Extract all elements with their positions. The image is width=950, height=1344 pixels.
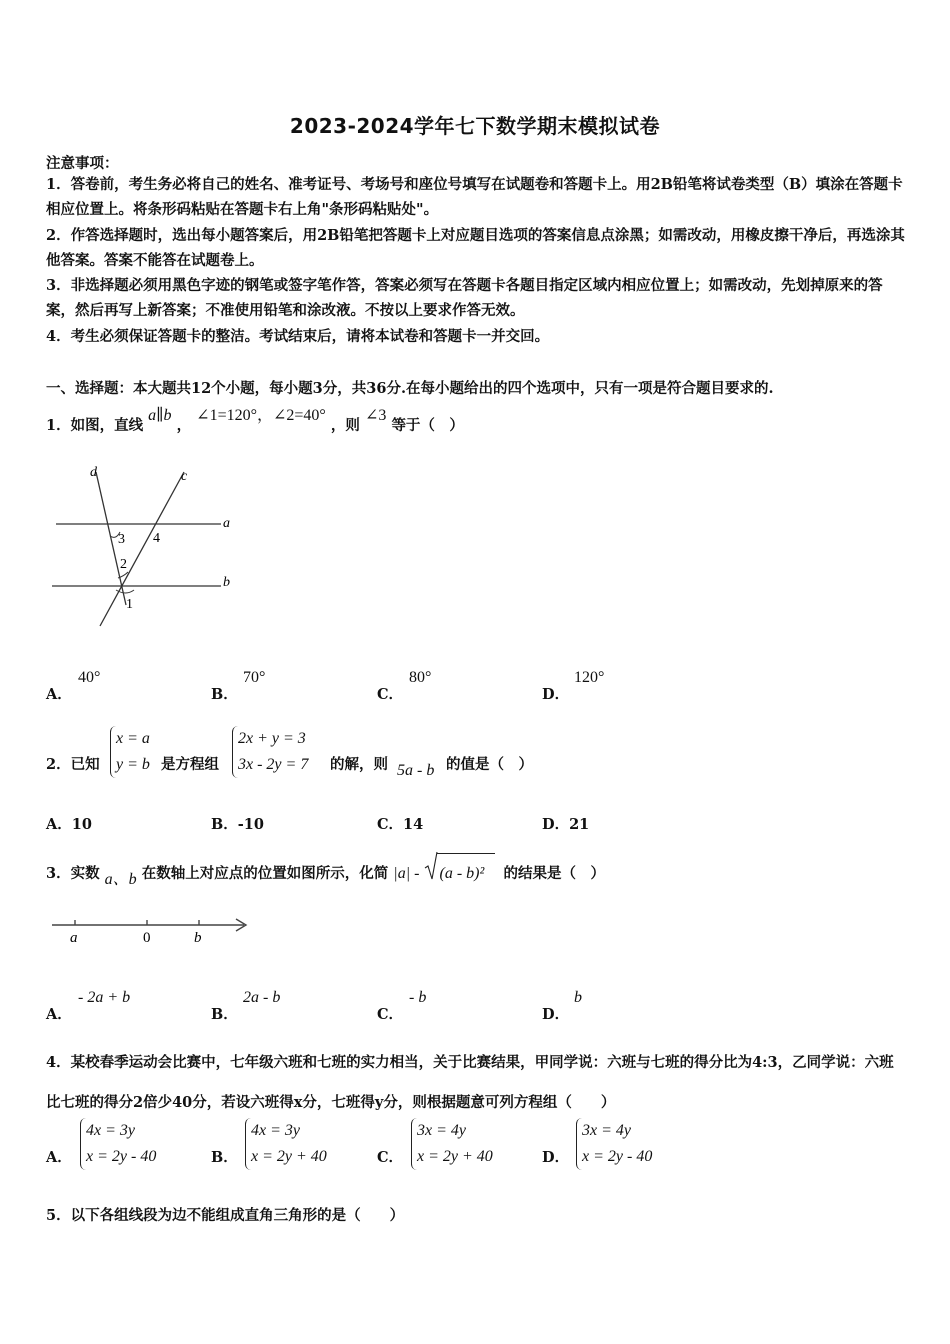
q1-option-a-value: 40°: [78, 669, 101, 686]
question-3: [46, 860, 606, 888]
q1-suffix: 等于（ ）: [391, 417, 464, 434]
label-angle-1: 1: [126, 597, 133, 612]
q3-option-d-value: b: [574, 989, 582, 1006]
q3-mid: 在数轴上对应点的位置如图所示，化简: [141, 865, 389, 882]
page-title: 2023-2024学年七下数学期末模拟试卷: [289, 114, 661, 138]
line-c: [100, 472, 184, 626]
q3-sqrt: [424, 865, 498, 883]
q1-prefix: 1．如图，直线: [46, 417, 144, 434]
q3-expr-root: (a - b)²: [439, 865, 485, 882]
label-b: b: [223, 575, 230, 590]
q2-equation-system: [232, 726, 308, 778]
q1-sep1: ，: [176, 417, 192, 434]
q1-option-d[interactable]: [542, 669, 605, 704]
note-item-2: 2．作答选择题时，选出每小题答案后，用2B铅笔把答题卡上对应题目选项的答案信息点涂黑；如需改动，用橡皮擦干净后，再选涂其他答案。答案不能答在试题卷上。: [46, 227, 905, 269]
q4-a-eq1: 4x = 3y: [86, 1122, 135, 1139]
q3-option-c-label: C．: [377, 1006, 404, 1023]
note-item-1: 1．答卷前，考生务必将自己的姓名、准考证号、考场号和座位号填写在试题卷和答题卡上。用2B铅笔将试卷类型（B）填涂在答题卡相应位置上。将条形码粘贴在答题卡右上角"条形码粘贴处"。: [46, 176, 903, 218]
q2-sys2-eq1: 2x + y = 3: [238, 730, 306, 747]
label-angle-2: 2: [120, 557, 127, 572]
note-item-4: 4．考生必须保证答题卡的整洁。考试结束后，请将本试卷和答题卡一并交回。: [46, 328, 550, 345]
q2-expr: 5a - b: [397, 762, 435, 779]
q3-option-d-label: D．: [542, 1006, 570, 1023]
q1-condition-parallel: a∥b: [148, 407, 172, 424]
q1-condition-angles: ∠1=120°，∠2=40°: [196, 407, 326, 424]
axis-label-b: b: [194, 930, 202, 946]
question-1: [46, 407, 464, 435]
q2-option-c[interactable]: C．14: [377, 816, 424, 833]
q4-option-c-label[interactable]: C．: [377, 1149, 404, 1166]
notes-heading: 注意事项：: [46, 155, 119, 172]
q2-sys2-eq2: 3x - 2y = 7: [238, 756, 309, 773]
axis-label-a: a: [70, 930, 78, 946]
q4-option-b-label[interactable]: B．: [211, 1149, 238, 1166]
q1-option-d-label: D．: [542, 686, 570, 703]
q3-option-d[interactable]: [542, 989, 582, 1024]
q2-mid: 是方程组: [161, 756, 219, 773]
q1-option-b-value: 70°: [243, 669, 266, 686]
q2-sys1-eq2: y = b: [116, 756, 150, 773]
q1-option-d-value: 120°: [574, 669, 605, 686]
sqrt-bar: [437, 853, 495, 854]
q2-sys1-eq1: x = a: [116, 730, 150, 747]
q4-option-a-label[interactable]: A．: [46, 1149, 72, 1166]
section-heading: 一、选择题：本大题共12个小题，每小题3分，共36分.在每小题给出的四个选项中，只有一项是符合题目要求的.: [46, 380, 774, 397]
q4-c-eq1: 3x = 4y: [417, 1122, 466, 1139]
label-angle-3: 3: [118, 532, 125, 547]
q3-expr-abs: |a| -: [393, 865, 420, 882]
q2-expr-wrap: [397, 762, 434, 780]
q3-option-c[interactable]: [377, 989, 427, 1024]
q3-option-b-value: 2a - b: [243, 989, 281, 1006]
q2-option-a[interactable]: A．10: [46, 816, 92, 833]
q4-option-c-system[interactable]: [411, 1118, 493, 1170]
q1-option-b-label: B．: [211, 686, 238, 703]
q3-number-line: [46, 912, 256, 948]
q3-option-c-value: - b: [409, 989, 427, 1006]
q4-b-eq2: x = 2y + 40: [251, 1148, 327, 1165]
q1-option-c[interactable]: [377, 669, 432, 704]
q2-option-d[interactable]: D．21: [542, 816, 590, 833]
q3-option-a[interactable]: [46, 989, 131, 1024]
q4-option-a-system[interactable]: [80, 1118, 156, 1170]
q3-prefix: 3．实数: [46, 865, 100, 882]
q1-option-a-label: A．: [46, 686, 72, 703]
q4-d-eq1: 3x = 4y: [582, 1122, 631, 1139]
q1-figure: [46, 460, 246, 632]
q1-option-a[interactable]: [46, 669, 101, 704]
q1-option-c-label: C．: [377, 686, 404, 703]
q3-suffix: 的结果是（ ）: [503, 865, 606, 882]
q4-option-d-label[interactable]: D．: [542, 1149, 570, 1166]
note-item-3: 3．非选择题必须用黑色字迹的钢笔或签字笔作答，答案必须写在答题卡各题目指定区域内相应位置上；如需改动，先划掉原来的答案，然后再写上新答案；不准使用铅笔和涂改液。不按以上要求作答无效。: [46, 277, 883, 319]
label-c: c: [181, 469, 188, 484]
q3-option-b-label: B．: [211, 1006, 238, 1023]
label-angle-4: 4: [153, 531, 160, 546]
axis-label-zero: 0: [143, 930, 151, 946]
q1-option-c-value: 80°: [409, 669, 432, 686]
sqrt-icon: [424, 851, 438, 881]
question-4: 4．某校春季运动会比赛中，七年级六班和七班的实力相当，关于比赛结果，甲同学说：六班与七班的得分比为4:3，乙同学说：六班比七班的得分2倍少40分，若设六班得x分，七班得y分，则根据题意可列方程组（ ）: [46, 1054, 894, 1111]
question-5: 5．以下各组线段为边不能组成直角三角形的是（ ）: [46, 1207, 405, 1224]
q4-option-b-system[interactable]: [245, 1118, 327, 1170]
label-d: d: [90, 465, 97, 480]
q1-ask-angle: ∠3: [364, 407, 387, 424]
q4-b-eq1: 4x = 3y: [251, 1122, 300, 1139]
q4-c-eq2: x = 2y + 40: [417, 1148, 493, 1165]
q2-mid2: 的解，则: [330, 756, 388, 773]
q4-option-d-system[interactable]: [576, 1118, 652, 1170]
q2-suffix: 的值是（ ）: [446, 756, 533, 773]
q3-option-a-value: - 2a + b: [78, 989, 131, 1006]
q3-vars: a、b: [104, 871, 137, 888]
q2-solution-system: [110, 726, 150, 778]
q3-option-b[interactable]: [211, 989, 281, 1024]
q3-option-a-label: A．: [46, 1006, 72, 1023]
q2-option-b[interactable]: B．-10: [211, 816, 264, 833]
label-a: a: [223, 516, 230, 531]
q1-option-b[interactable]: [211, 669, 266, 704]
q1-sep2: ，则: [330, 417, 360, 434]
q2-prefix: 2．已知: [46, 756, 100, 773]
q4-a-eq2: x = 2y - 40: [86, 1148, 157, 1165]
q4-d-eq2: x = 2y - 40: [582, 1148, 653, 1165]
